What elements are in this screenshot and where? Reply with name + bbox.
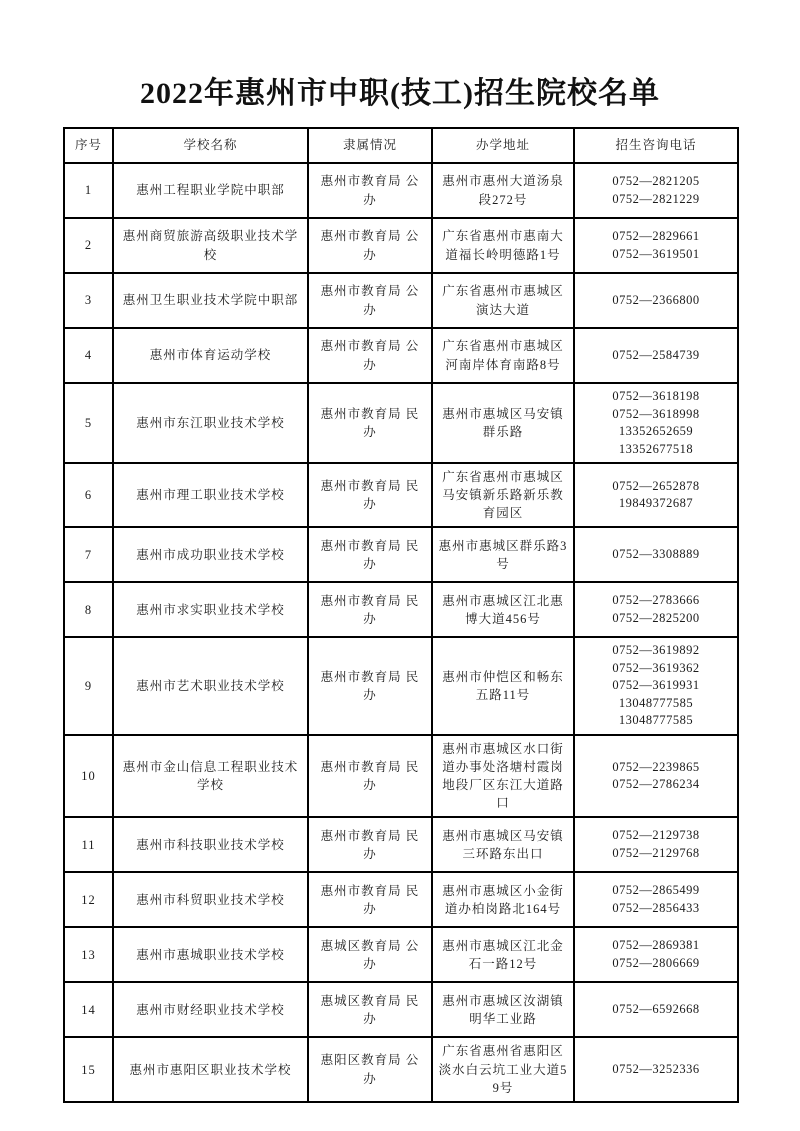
cell-school: 惠州市科贸职业技术学校 bbox=[113, 872, 308, 927]
cell-affiliation: 惠州市教育局 民办 bbox=[308, 582, 432, 637]
cell-school: 惠州商贸旅游高级职业技术学校 bbox=[113, 218, 308, 273]
phone-number: 0752—2652878 bbox=[612, 478, 700, 493]
phone-number: 0752—2856433 bbox=[612, 900, 700, 915]
phone-number: 0752—2366800 bbox=[612, 292, 700, 307]
header-row bbox=[64, 128, 738, 163]
table-row bbox=[64, 582, 738, 637]
table-row bbox=[64, 527, 738, 582]
cell-address: 惠州市惠城区马安镇三环路东出口 bbox=[432, 817, 574, 872]
cell-no: 6 bbox=[64, 463, 113, 527]
cell-affiliation: 惠州市教育局 民办 bbox=[308, 817, 432, 872]
cell-phones bbox=[574, 383, 738, 463]
phone-number: 0752—2129738 bbox=[612, 828, 700, 843]
cell-affiliation: 惠州市教育局 民办 bbox=[308, 872, 432, 927]
cell-address: 惠州市惠城区江北金石一路12号 bbox=[432, 927, 574, 982]
table-row bbox=[64, 163, 738, 218]
table-row bbox=[64, 982, 738, 1037]
cell-address: 广东省惠州市惠城区河南岸体育南路8号 bbox=[432, 328, 574, 383]
phone-number: 0752—2806669 bbox=[612, 955, 700, 970]
table-body bbox=[64, 163, 738, 1102]
cell-school: 惠州市惠城职业技术学校 bbox=[113, 927, 308, 982]
phone-number: 0752—6592668 bbox=[612, 1002, 700, 1017]
cell-no: 13 bbox=[64, 927, 113, 982]
phone-number: 0752—2786234 bbox=[612, 777, 700, 792]
phone-number: 0752—3619892 bbox=[612, 643, 700, 658]
phone-number: 13352652659 bbox=[618, 424, 694, 438]
phone-number: 0752—2869381 bbox=[612, 938, 700, 953]
phone-number: 13352677518 bbox=[618, 441, 694, 456]
cell-address: 广东省惠州市惠城区演达大道 bbox=[432, 273, 574, 328]
cell-affiliation: 惠州市教育局 公办 bbox=[308, 328, 432, 383]
cell-school: 惠州市理工职业技术学校 bbox=[113, 463, 308, 527]
cell-phones bbox=[574, 637, 738, 735]
phone-number: 0752—2129768 bbox=[612, 845, 700, 860]
cell-phones bbox=[574, 163, 738, 218]
cell-no: 12 bbox=[64, 872, 113, 927]
cell-no: 15 bbox=[64, 1037, 113, 1101]
table-row bbox=[64, 328, 738, 383]
table-row bbox=[64, 872, 738, 927]
cell-affiliation: 惠城区教育局 公办 bbox=[308, 927, 432, 982]
phone-number: 13048777585 bbox=[618, 695, 694, 710]
phone-number: 0752—3252336 bbox=[612, 1061, 700, 1076]
phone-number: 0752—2829661 bbox=[612, 229, 700, 243]
cell-phones bbox=[574, 735, 738, 818]
phone-number: 0752—3308889 bbox=[612, 547, 700, 562]
cell-address: 广东省惠州省惠阳区淡水白云坑工业大道59号 bbox=[432, 1037, 574, 1101]
cell-phones bbox=[574, 982, 738, 1037]
cell-affiliation: 惠州市教育局 民办 bbox=[308, 463, 432, 527]
phone-number: 0752—2865499 bbox=[612, 883, 700, 898]
cell-address: 惠州市惠城区群乐路3号 bbox=[432, 527, 574, 582]
table-row bbox=[64, 273, 738, 328]
cell-address: 广东省惠州市惠南大道福长岭明德路1号 bbox=[432, 218, 574, 273]
cell-no: 2 bbox=[64, 218, 113, 273]
phone-number: 0752—3619362 bbox=[612, 660, 700, 675]
cell-no: 9 bbox=[64, 637, 113, 735]
schools-table bbox=[63, 127, 739, 1103]
table-row bbox=[64, 927, 738, 982]
cell-phones bbox=[574, 463, 738, 527]
header-affiliation: 隶属情况 bbox=[308, 128, 432, 163]
cell-no: 10 bbox=[64, 735, 113, 818]
phone-number: 0752—3618998 bbox=[612, 406, 700, 421]
table-row bbox=[64, 637, 738, 735]
cell-phones bbox=[574, 1037, 738, 1101]
cell-affiliation: 惠城区教育局 民办 bbox=[308, 982, 432, 1037]
cell-affiliation: 惠州市教育局 公办 bbox=[308, 163, 432, 218]
cell-phones bbox=[574, 582, 738, 637]
header-no: 序号 bbox=[64, 128, 113, 163]
cell-affiliation: 惠州市教育局 公办 bbox=[308, 218, 432, 273]
phone-number: 0752—3618198 bbox=[612, 389, 700, 403]
table-row bbox=[64, 218, 738, 273]
cell-school: 惠州市体育运动学校 bbox=[113, 328, 308, 383]
cell-phones bbox=[574, 273, 738, 328]
cell-affiliation: 惠州市教育局 民办 bbox=[308, 637, 432, 735]
header-school: 学校名称 bbox=[113, 128, 308, 163]
phone-number: 0752—2825200 bbox=[612, 610, 700, 625]
cell-phones bbox=[574, 817, 738, 872]
phone-number: 0752—2783666 bbox=[612, 593, 700, 608]
cell-school: 惠州市金山信息工程职业技术学校 bbox=[113, 735, 308, 818]
cell-school: 惠州市东江职业技术学校 bbox=[113, 383, 308, 463]
cell-address: 广东省惠州市惠城区马安镇新乐路新乐教育园区 bbox=[432, 463, 574, 527]
cell-address: 惠州市仲恺区和畅东五路11号 bbox=[432, 637, 574, 735]
phone-number: 13048777585 bbox=[618, 713, 694, 728]
cell-school: 惠州市科技职业技术学校 bbox=[113, 817, 308, 872]
phone-number: 0752—2821229 bbox=[612, 191, 700, 206]
table-row bbox=[64, 735, 738, 818]
cell-address: 惠州市惠城区水口街道办事处洛塘村霞岗地段厂区东江大道路口 bbox=[432, 735, 574, 818]
cell-no: 11 bbox=[64, 817, 113, 872]
phone-number: 19849372687 bbox=[618, 496, 694, 511]
cell-school: 惠州市求实职业技术学校 bbox=[113, 582, 308, 637]
cell-no: 5 bbox=[64, 383, 113, 463]
table-row bbox=[64, 817, 738, 872]
phone-number: 0752—3619931 bbox=[612, 678, 700, 693]
cell-school: 惠州市惠阳区职业技术学校 bbox=[113, 1037, 308, 1101]
table-row bbox=[64, 1037, 738, 1101]
cell-phones bbox=[574, 328, 738, 383]
table-row bbox=[64, 463, 738, 527]
cell-school: 惠州市财经职业技术学校 bbox=[113, 982, 308, 1037]
cell-school: 惠州市艺术职业技术学校 bbox=[113, 637, 308, 735]
phone-number: 0752—3619501 bbox=[612, 246, 700, 261]
cell-phones bbox=[574, 527, 738, 582]
cell-phones bbox=[574, 927, 738, 982]
cell-affiliation: 惠州市教育局 民办 bbox=[308, 735, 432, 818]
header-phones: 招生咨询电话 bbox=[574, 128, 738, 163]
cell-address: 惠州市惠城区小金街道办柏岗路北164号 bbox=[432, 872, 574, 927]
cell-no: 3 bbox=[64, 273, 113, 328]
cell-no: 4 bbox=[64, 328, 113, 383]
cell-address: 惠州市惠城区汝湖镇明华工业路 bbox=[432, 982, 574, 1037]
cell-no: 8 bbox=[64, 582, 113, 637]
table-row bbox=[64, 383, 738, 463]
cell-address: 惠州市惠城区江北惠博大道456号 bbox=[432, 582, 574, 637]
phone-number: 0752—2584739 bbox=[612, 347, 700, 362]
cell-phones bbox=[574, 872, 738, 927]
cell-school: 惠州市成功职业技术学校 bbox=[113, 527, 308, 582]
cell-address: 惠州市惠州大道汤泉段272号 bbox=[432, 163, 574, 218]
table-header bbox=[64, 128, 738, 163]
cell-no: 1 bbox=[64, 163, 113, 218]
cell-affiliation: 惠阳区教育局 公办 bbox=[308, 1037, 432, 1101]
cell-school: 惠州工程职业学院中职部 bbox=[113, 163, 308, 218]
cell-affiliation: 惠州市教育局 民办 bbox=[308, 383, 432, 463]
cell-no: 7 bbox=[64, 527, 113, 582]
cell-no: 14 bbox=[64, 982, 113, 1037]
phone-number: 0752—2821205 bbox=[612, 174, 700, 188]
page-title: 2022年惠州市中职(技工)招生院校名单 bbox=[140, 77, 660, 110]
phone-number: 0752—2239865 bbox=[612, 759, 700, 774]
cell-affiliation: 惠州市教育局 公办 bbox=[308, 273, 432, 328]
cell-phones bbox=[574, 218, 738, 273]
cell-affiliation: 惠州市教育局 民办 bbox=[308, 527, 432, 582]
header-address: 办学地址 bbox=[432, 128, 574, 163]
cell-address: 惠州市惠城区马安镇群乐路 bbox=[432, 383, 574, 463]
cell-school: 惠州卫生职业技术学院中职部 bbox=[113, 273, 308, 328]
